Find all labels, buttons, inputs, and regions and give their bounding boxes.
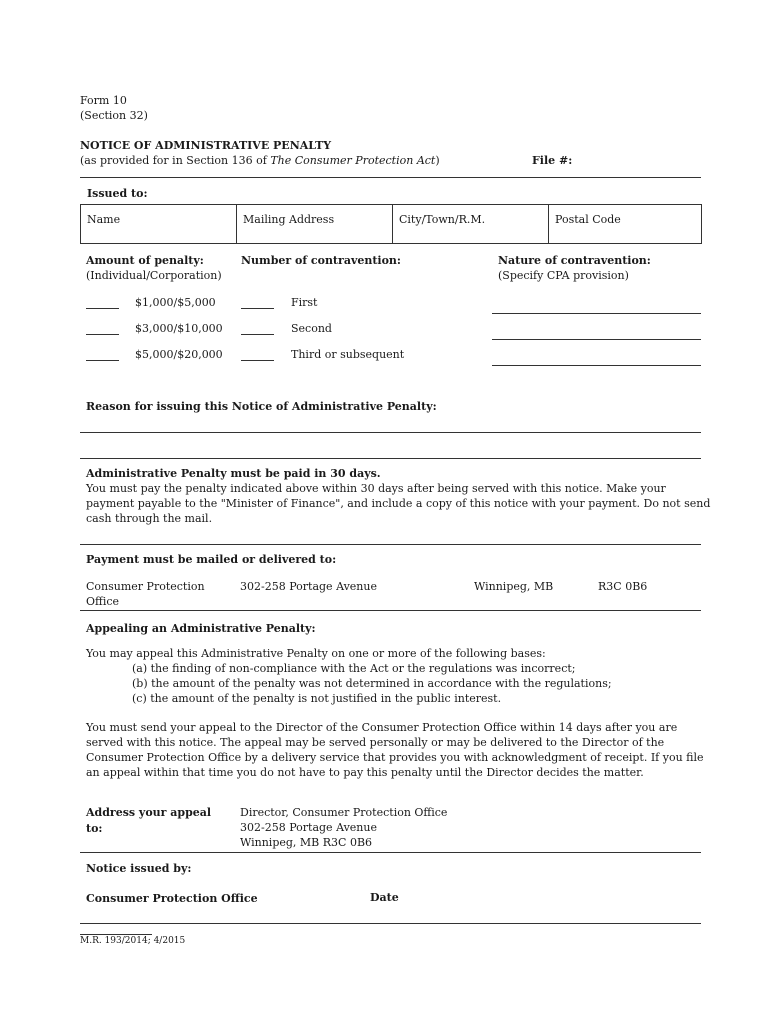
notice-title: NOTICE OF ADMINISTRATIVE PENALTY [80, 139, 332, 152]
amount-label: Amount of penalty: [86, 254, 204, 267]
signature-line[interactable] [80, 923, 701, 924]
amount-sublabel: (Individual/Corporation) [86, 269, 222, 282]
contravention-option-3: Third or subsequent [291, 348, 405, 361]
city-header: City/Town/R.M. [399, 213, 486, 226]
nature-line-2[interactable] [492, 339, 701, 340]
city-cell[interactable] [393, 205, 549, 244]
mail-street: 302-258 Portage Avenue [240, 580, 377, 593]
payment-text-line-1: You must pay the penalty indicated above within 30 days after being served with this notice. Make your [86, 482, 666, 495]
appeal-address-label-2: to: [86, 822, 103, 835]
appeal-address-line-1: Director, Consumer Protection Office [240, 806, 448, 819]
footnote-rule [80, 934, 152, 935]
nature-line-3[interactable] [492, 365, 701, 366]
contravention-option-2: Second [291, 322, 332, 335]
amount-option-3: $5,000/$20,000 [135, 348, 223, 361]
mailing-address-cell[interactable] [237, 205, 393, 244]
mail-office-line-2: Office [86, 595, 120, 608]
form-section: (Section 32) [80, 109, 148, 122]
appeal-basis-b: (b) the amount of the penalty was not determined in accordance with the regulations; [132, 677, 612, 690]
appeal-basis-a: (a) the finding of non-compliance with the Act or the regulations was incorrect; [132, 662, 576, 675]
appeal-basis-c: (c) the amount of the penalty is not justified in the public interest. [132, 692, 502, 705]
nature-line-1[interactable] [492, 313, 701, 314]
appeal-address-line-2: 302-258 Portage Avenue [240, 821, 377, 834]
payment-text-line-2: payment payable to the "Minister of Finance", and include a copy of this notice with your payment. Do not send [86, 497, 711, 510]
appeal-para-line-2: served with this notice. The appeal may be served personally or may be delivered to the Director of the [86, 736, 665, 749]
mail-city: Winnipeg, MB [474, 580, 554, 593]
mail-office-line-1: Consumer Protection [86, 580, 205, 593]
amount-checkbox-2[interactable] [86, 334, 119, 335]
postal-code-cell[interactable] [549, 205, 702, 244]
notice-subtitle [80, 154, 440, 167]
contravention-checkbox-2[interactable] [241, 334, 274, 335]
reason-line-1[interactable] [80, 432, 701, 433]
contravention-checkbox-3[interactable] [241, 360, 274, 361]
divider [80, 544, 701, 545]
postal-code-header: Postal Code [555, 213, 621, 226]
nature-sublabel: (Specify CPA provision) [498, 269, 629, 282]
subtitle-suffix: ) [435, 154, 440, 167]
appeal-para-line-4: an appeal within that time you do not have to pay this penalty until the Director decides the matter. [86, 766, 644, 779]
divider [80, 610, 701, 611]
amount-checkbox-3[interactable] [86, 360, 119, 361]
amount-checkbox-1[interactable] [86, 308, 119, 309]
payment-text-line-3: cash through the mail. [86, 512, 213, 525]
reason-label: Reason for issuing this Notice of Administrative Penalty: [86, 400, 437, 413]
appeal-address-line-3: Winnipeg, MB R3C 0B6 [240, 836, 373, 849]
divider [80, 852, 701, 853]
date-label: Date [370, 891, 399, 904]
reason-line-2[interactable] [80, 458, 701, 459]
mailing-address-header: Mailing Address [243, 213, 335, 226]
payment-heading: Administrative Penalty must be paid in 30 days. [86, 467, 381, 480]
name-header: Name [87, 213, 121, 226]
mail-heading: Payment must be mailed or delivered to: [86, 553, 337, 566]
contravention-option-1: First [291, 296, 318, 309]
nature-label: Nature of contravention: [498, 254, 651, 267]
appeal-para-line-1: You must send your appeal to the Director of the Consumer Protection Office within 14 days after you are [86, 721, 678, 734]
mail-postal-code: R3C 0B6 [598, 580, 648, 593]
contravention-label: Number of contravention: [241, 254, 401, 267]
subtitle-prefix: (as provided for in Section 136 of [80, 154, 271, 167]
appeal-intro: You may appeal this Administrative Penalty on one or more of the following bases: [86, 647, 546, 660]
act-name: The Consumer Protection Act [270, 154, 436, 167]
appeal-heading: Appealing an Administrative Penalty: [86, 622, 316, 635]
issued-to-table [80, 204, 702, 244]
divider [80, 177, 701, 178]
issued-by-label: Notice issued by: [86, 862, 192, 875]
amount-option-1: $1,000/$5,000 [135, 296, 216, 309]
name-cell[interactable] [81, 205, 237, 244]
form-number: Form 10 [80, 94, 127, 107]
appeal-address-label-1: Address your appeal [86, 806, 212, 819]
regulation-reference: M.R. 193/2014; 4/2015 [80, 936, 186, 946]
file-number-label: File #: [532, 154, 573, 167]
issued-to-label: Issued to: [87, 187, 148, 200]
contravention-checkbox-1[interactable] [241, 308, 274, 309]
amount-option-2: $3,000/$10,000 [135, 322, 223, 335]
issuing-office: Consumer Protection Office [86, 892, 258, 905]
appeal-para-line-3: Consumer Protection Office by a delivery service that provides you with acknowledgment of receipt. If you file [86, 751, 704, 764]
